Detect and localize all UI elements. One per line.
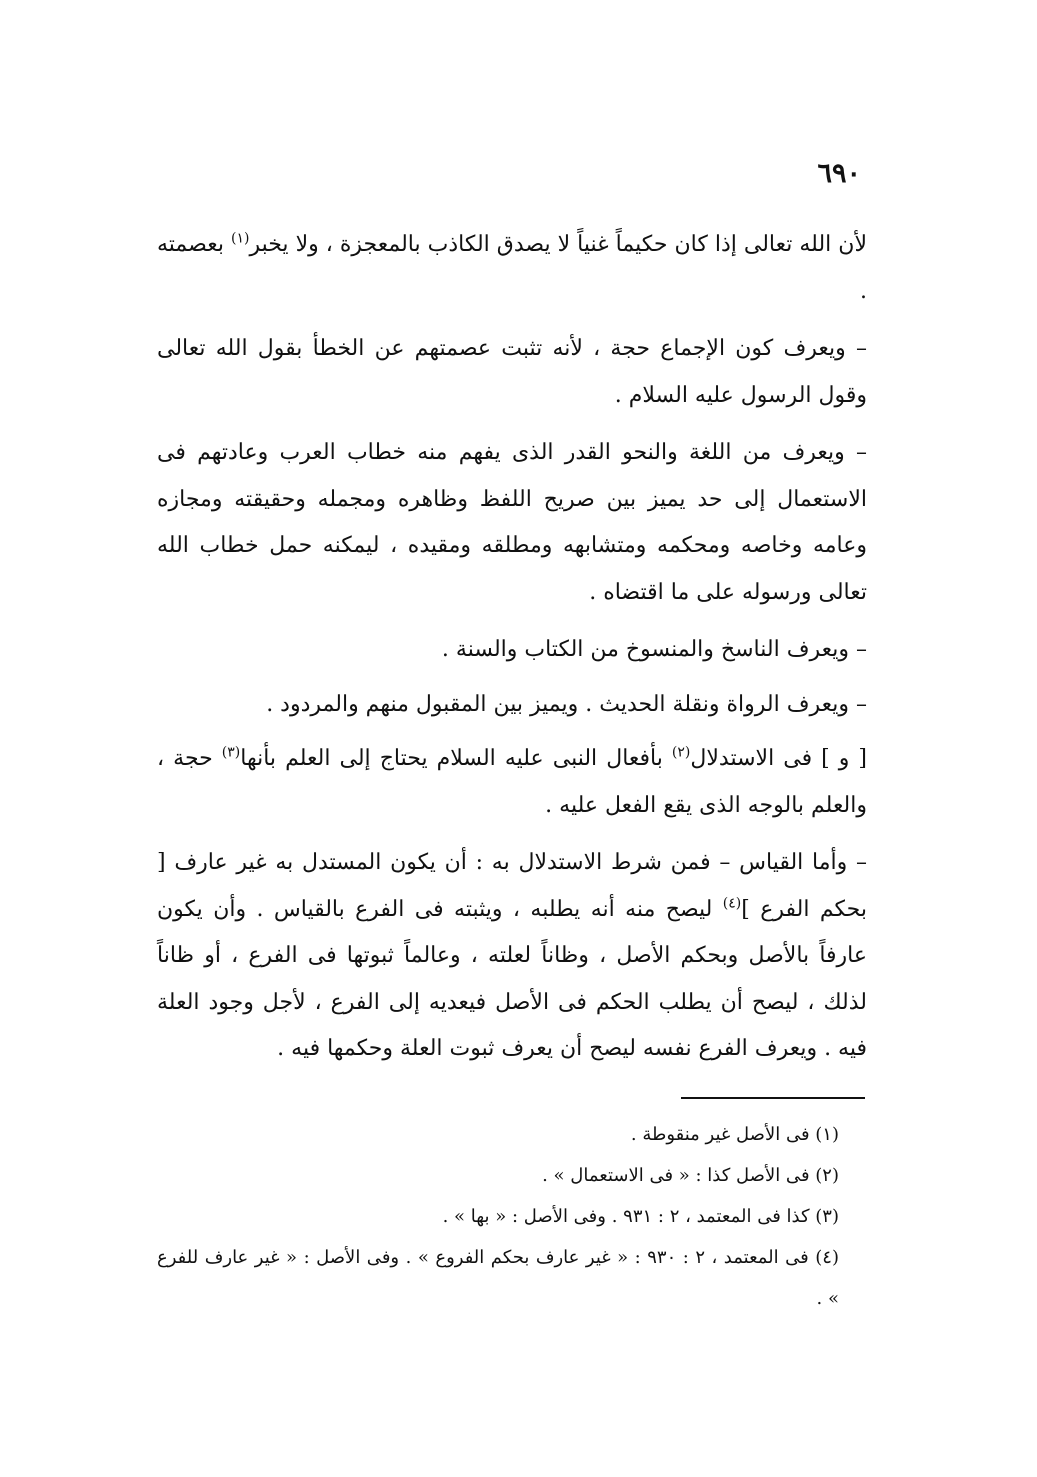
footnote-ref-1: (١) (230, 230, 250, 247)
main-text (157, 222, 867, 1084)
footnote-ref-4: (٤) (722, 895, 742, 912)
paragraph-1 (157, 222, 867, 315)
paragraph-6 (157, 736, 867, 829)
paragraph-5: – ويعرف الرواة ونقلة الحديث . ويميز بين المقبول منهم والمردود . (266, 691, 867, 717)
footnote-ref-3: (٣) (221, 744, 241, 761)
paragraph-7 (157, 840, 867, 1073)
footnote-ref-2: (٢) (671, 744, 691, 761)
footnote-separator (681, 1097, 865, 1099)
footnote-4: (٤) فى المعتمد ، ٢ : ٩٣٠ : « غير عارف بحكم الفروع » . وفى الأصل : « غير عارف للفرع » . (157, 1247, 839, 1309)
paragraph-7-text-end: ليصح منه أنه يطلبه ، ويثبته فى الفرع بالقياس . وأن يكون عارفاً بالأصل وبحكم الأصل ، وظاناً لعلته ، وعالماً ثبوتها فى الفرع ، أو ظاناً لذلك ، ليصح أن يطلب الحكم فى الأصل فيعديه إلى الفرع ، لأجل وجود العلة فيه . ويعرف الفرع نفسه ليصح أن يعرف ثبوت العلة وحكمها فيه . (157, 896, 867, 1061)
footnote-2: (٢) فى الأصل كذا : « فى الاستعمال » . (542, 1165, 839, 1186)
paragraph-6-text-end: حجة ، والعلم بالوجه الذى يقع الفعل عليه . (157, 746, 867, 818)
paragraph-4: – ويعرف الناسخ والمنسوخ من الكتاب والسنة . (441, 637, 867, 662)
paragraph-1-text: لأن الله تعالى إذا كان حكيماً غنياً لا يصدق الكاذب بالمعجزة ، ولا يخبر (249, 232, 867, 257)
page-number: ٦٩٠ (817, 158, 861, 189)
paragraph-6-text-middle: بأفعال النبى عليه السلام يحتاج إلى العلم بأنها (240, 746, 672, 771)
footnote-3: (٣) كذا فى المعتمد ، ٢ : ٩٣١ . وفى الأصل : « بها » . (442, 1206, 839, 1227)
footnotes (157, 1114, 867, 1319)
paragraph-1-text-end: بعصمته . (157, 232, 867, 304)
paragraph-7-text: – وأما القياس – فمن شرط الاستدلال به : أن يكون المستدل به غير عارف [ بحكم الفرع ] (157, 850, 867, 922)
paragraph-2: – ويعرف كون الإجماع حجة ، لأنه تثبت عصمتهم عن الخطأ بقول الله تعالى وقول الرسول عليه السلام . (157, 336, 867, 408)
paragraph-3: – ويعرف من اللغة والنحو القدر الذى يفهم منه خطاب العرب وعادتهم فى الاستعمال إلى حد يميز بين صريح اللفظ وظاهره ومجمله وحقيقته ومجازه وعامه وخاصه ومحكمه ومتشابهه ومطلقه ومقيده ، ليمكنه حمل خطاب الله تعالى ورسوله على ما اقتضاه . (157, 440, 867, 605)
footnote-1: (١) فى الأصل غير منقوطة . (630, 1124, 839, 1145)
paragraph-6-text: [ و ] فى الاستدلال (690, 746, 868, 771)
